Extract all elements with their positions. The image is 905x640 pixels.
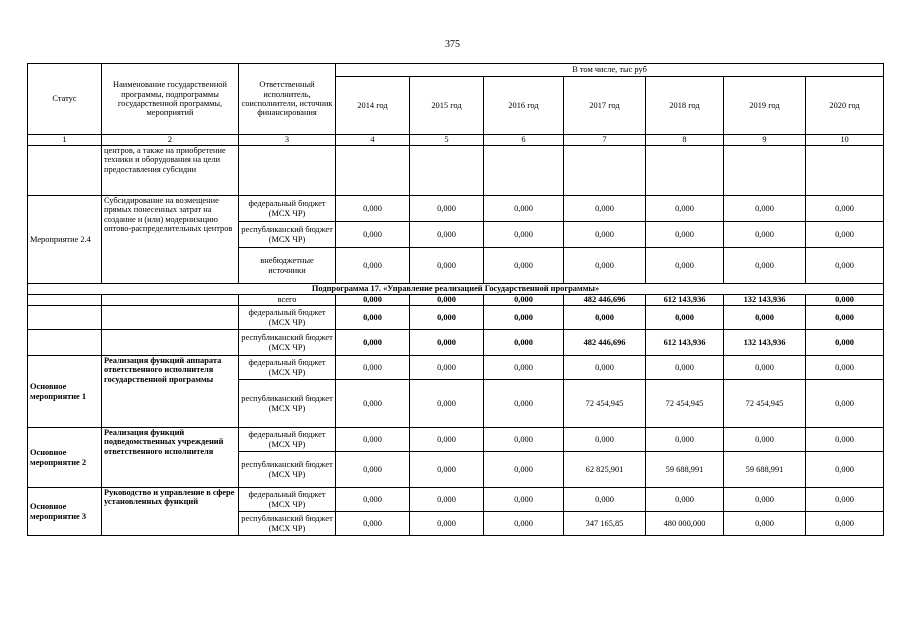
value-cell: 0,000	[724, 222, 806, 248]
source-federal: федеральный бюджет (МСХ ЧР)	[239, 196, 336, 222]
year-header: 2018 год	[646, 77, 724, 135]
value-cell: 0,000	[336, 380, 410, 428]
main-2-status: Основное мероприятие 2	[28, 428, 102, 488]
value-cell: 0,000	[564, 306, 646, 330]
value-cell: 0,000	[806, 380, 884, 428]
source-republic: республиканский бюджет (МСХ ЧР)	[239, 222, 336, 248]
value-cell: 0,000	[646, 306, 724, 330]
value-cell: 0,000	[724, 428, 806, 452]
continuation-name: центров, а также на приобретение техники и оборудования на цели предоставления субсидии	[102, 146, 239, 196]
value-cell: 0,000	[336, 248, 410, 284]
source-federal: федеральный бюджет (МСХ ЧР)	[239, 306, 336, 330]
column-number: 6	[484, 135, 564, 146]
header-executor: Ответственный исполнитель, соисполнители, источник финансирования	[239, 64, 336, 135]
value-cell: 0,000	[410, 306, 484, 330]
header-status: Статус	[28, 64, 102, 135]
subprogram-title: Подпрограмма 17. «Управление реализацией Государственной программы»	[28, 284, 884, 295]
source-republic: республиканский бюджет (МСХ ЧР)	[239, 452, 336, 488]
source-extra: внебюджетные источники	[239, 248, 336, 284]
table-row	[28, 196, 884, 222]
value-cell: 0,000	[564, 428, 646, 452]
value-cell: 0,000	[410, 428, 484, 452]
value-cell: 59 688,991	[724, 452, 806, 488]
table-row	[28, 330, 884, 356]
source-republic: республиканский бюджет (МСХ ЧР)	[239, 330, 336, 356]
value-cell: 0,000	[646, 488, 724, 512]
value-cell: 0,000	[410, 356, 484, 380]
table-row	[28, 295, 884, 306]
value-cell: 0,000	[410, 512, 484, 536]
value-cell: 0,000	[646, 428, 724, 452]
source-federal: федеральный бюджет (МСХ ЧР)	[239, 488, 336, 512]
column-number: 2	[102, 135, 239, 146]
value-cell: 0,000	[646, 248, 724, 284]
value-cell: 0,000	[484, 488, 564, 512]
source-republic: республиканский бюджет (МСХ ЧР)	[239, 512, 336, 536]
subprogram-title-row	[28, 284, 884, 295]
page-number: 375	[445, 39, 460, 50]
value-cell: 0,000	[336, 452, 410, 488]
year-header: 2020 год	[806, 77, 884, 135]
value-cell: 0,000	[806, 512, 884, 536]
value-cell: 0,000	[724, 196, 806, 222]
value-cell: 0,000	[564, 356, 646, 380]
value-cell: 0,000	[806, 196, 884, 222]
value-cell: 0,000	[410, 222, 484, 248]
value-cell: 482 446,696	[564, 295, 646, 306]
value-cell: 0,000	[336, 196, 410, 222]
value-cell: 0,000	[806, 248, 884, 284]
table-row	[28, 306, 884, 330]
column-number-row	[28, 135, 884, 146]
value-cell: 0,000	[484, 306, 564, 330]
value-cell: 0,000	[484, 295, 564, 306]
year-header: 2019 год	[724, 77, 806, 135]
source-republic: республиканский бюджет (МСХ ЧР)	[239, 380, 336, 428]
value-cell: 59 688,991	[646, 452, 724, 488]
value-cell: 132 143,936	[724, 295, 806, 306]
value-cell: 0,000	[564, 222, 646, 248]
value-cell: 0,000	[484, 452, 564, 488]
value-cell: 0,000	[806, 330, 884, 356]
value-cell: 72 454,945	[646, 380, 724, 428]
value-cell: 132 143,936	[724, 330, 806, 356]
value-cell: 0,000	[564, 248, 646, 284]
value-cell: 0,000	[336, 222, 410, 248]
header-name: Наименование государственной программы, подпрограммы государственной программы, мероприятий	[102, 64, 239, 135]
value-cell: 0,000	[336, 295, 410, 306]
value-cell: 0,000	[410, 248, 484, 284]
main-3-name: Руководство и управление в сфере установленных функций	[102, 488, 239, 536]
value-cell: 0,000	[646, 356, 724, 380]
main-1-status: Основное мероприятие 1	[28, 356, 102, 428]
column-number: 3	[239, 135, 336, 146]
value-cell: 0,000	[336, 428, 410, 452]
value-cell: 0,000	[484, 248, 564, 284]
value-cell: 0,000	[484, 222, 564, 248]
value-cell: 0,000	[336, 306, 410, 330]
value-cell: 0,000	[646, 196, 724, 222]
main-1-name: Реализация функций аппарата ответственного исполнителя государственной программы	[102, 356, 239, 428]
continuation-row	[28, 146, 884, 196]
source-federal: федеральный бюджет (МСХ ЧР)	[239, 356, 336, 380]
value-cell: 0,000	[410, 196, 484, 222]
value-cell: 0,000	[806, 428, 884, 452]
value-cell: 0,000	[410, 488, 484, 512]
main-2-name: Реализация функций подведомственных учреждений ответственного исполнителя	[102, 428, 239, 488]
value-cell: 0,000	[336, 512, 410, 536]
column-number: 10	[806, 135, 884, 146]
value-cell: 0,000	[484, 330, 564, 356]
column-number: 5	[410, 135, 484, 146]
main-3-status: Основное мероприятие 3	[28, 488, 102, 536]
table-row	[28, 428, 884, 452]
value-cell: 0,000	[484, 196, 564, 222]
value-cell: 0,000	[806, 306, 884, 330]
value-cell: 0,000	[410, 380, 484, 428]
table-row	[28, 356, 884, 380]
year-header: 2016 год	[484, 77, 564, 135]
value-cell: 0,000	[806, 452, 884, 488]
measure-2-4-name: Субсидирование на возмещение прямых понесенных затрат на создание и (или) модернизацию оптово-распределительных центров	[102, 196, 239, 284]
column-number: 1	[28, 135, 102, 146]
header-including: В том числе, тыс руб	[336, 64, 884, 77]
column-number: 8	[646, 135, 724, 146]
value-cell: 0,000	[806, 295, 884, 306]
value-cell: 347 165,85	[564, 512, 646, 536]
value-cell: 0,000	[806, 488, 884, 512]
value-cell: 0,000	[410, 295, 484, 306]
value-cell: 0,000	[806, 356, 884, 380]
value-cell: 482 446,696	[564, 330, 646, 356]
value-cell: 0,000	[336, 330, 410, 356]
source-total: всего	[239, 295, 336, 306]
value-cell: 72 454,945	[724, 380, 806, 428]
column-number: 4	[336, 135, 410, 146]
table-row	[28, 488, 884, 512]
value-cell: 0,000	[336, 356, 410, 380]
value-cell: 0,000	[484, 380, 564, 428]
measure-2-4-status: Мероприятие 2.4	[28, 196, 102, 284]
value-cell: 0,000	[724, 248, 806, 284]
header-row	[28, 64, 884, 77]
value-cell: 62 825,901	[564, 452, 646, 488]
value-cell: 0,000	[724, 356, 806, 380]
value-cell: 0,000	[646, 222, 724, 248]
value-cell: 0,000	[724, 512, 806, 536]
value-cell: 0,000	[484, 356, 564, 380]
value-cell: 0,000	[564, 488, 646, 512]
value-cell: 72 454,945	[564, 380, 646, 428]
value-cell: 0,000	[410, 452, 484, 488]
column-number: 7	[564, 135, 646, 146]
column-number: 9	[724, 135, 806, 146]
value-cell: 0,000	[724, 488, 806, 512]
year-header: 2017 год	[564, 77, 646, 135]
value-cell: 0,000	[724, 306, 806, 330]
year-header: 2015 год	[410, 77, 484, 135]
value-cell: 0,000	[806, 222, 884, 248]
value-cell: 480 000,000	[646, 512, 724, 536]
value-cell: 0,000	[564, 196, 646, 222]
value-cell: 0,000	[484, 512, 564, 536]
year-header: 2014 год	[336, 77, 410, 135]
value-cell: 0,000	[410, 330, 484, 356]
value-cell: 612 143,936	[646, 295, 724, 306]
value-cell: 0,000	[336, 488, 410, 512]
source-federal: федеральный бюджет (МСХ ЧР)	[239, 428, 336, 452]
value-cell: 0,000	[484, 428, 564, 452]
budget-table	[27, 63, 884, 536]
value-cell: 612 143,936	[646, 330, 724, 356]
